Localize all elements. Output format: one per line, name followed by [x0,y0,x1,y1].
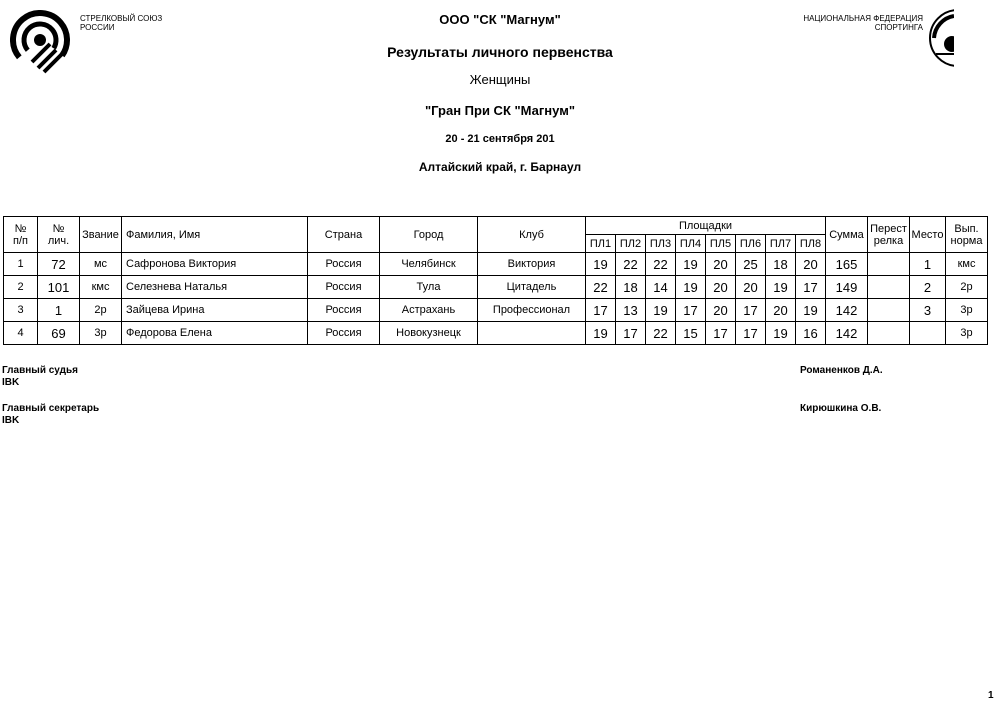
col-num: № п/п [4,217,38,253]
col-ground-5: ПЛ5 [706,235,736,253]
table-row: 4 69 3р Федорова Елена Россия Новокузнецк 19 17 22 15 17 17 19 16 142 3р [4,322,988,345]
col-ground-4: ПЛ4 [676,235,706,253]
table-row: 3 1 2р Зайцева Ирина Россия Астрахань Профессионал 17 13 19 17 20 17 20 19 142 3 3р [4,299,988,322]
table-row: 2 101 кмс Селезнева Наталья Россия Тула Цитадель 22 18 14 19 20 20 19 17 149 2 2р [4,276,988,299]
secretary-title: Главный секретарь [2,403,100,414]
secretary-name: Кирюшкина О.В. [800,403,882,414]
event-location: Алтайский край, г. Барнаул [418,160,582,174]
event-name: "Гран При СК "Магнум" [425,103,575,118]
left-org: СТРЕЛКОВЫЙ СОЮЗ РОССИИ [80,14,163,32]
col-country: Страна [308,217,380,253]
col-city: Город [380,217,478,253]
right-org: НАЦИОНАЛЬНАЯ ФЕДЕРАЦИЯ СПОРТИНГА [803,14,923,32]
col-ground-7: ПЛ7 [766,235,796,253]
judge-block [2,365,78,389]
col-grounds: Площадки [586,217,826,235]
col-norm: Вып. норма [946,217,988,253]
page-title: Результаты личного первенства [387,44,613,60]
judge-title: Главный судья [2,365,78,376]
col-ground-1: ПЛ1 [586,235,616,253]
category: Женщины [469,72,531,87]
col-ground-2: ПЛ2 [616,235,646,253]
judge-name: Романенков Д.А. [800,365,883,376]
col-sum: Сумма [826,217,868,253]
col-license: № лич. [38,217,80,253]
col-club: Клуб [478,217,586,253]
secretary-category: IBK [2,415,20,426]
event-dates: 20 - 21 сентября 201 [445,133,555,145]
col-place: Место [910,217,946,253]
judge-category: IBK [2,377,20,388]
col-name: Фамилия, Имя [122,217,308,253]
col-ground-3: ПЛ3 [646,235,676,253]
page-number: 1 [988,690,994,701]
results-table [3,216,988,345]
col-shootoff: Перест релка [868,217,910,253]
col-rank: Звание [80,217,122,253]
col-ground-8: ПЛ8 [796,235,826,253]
secretary-block [2,403,99,427]
col-ground-6: ПЛ6 [736,235,766,253]
table-row: 1 72 мс Сафронова Виктория Россия Челябинск Виктория 19 22 22 19 20 25 18 20 165 1 кмс [4,253,988,276]
company-name: ООО "СК "Магнум" [439,12,561,27]
